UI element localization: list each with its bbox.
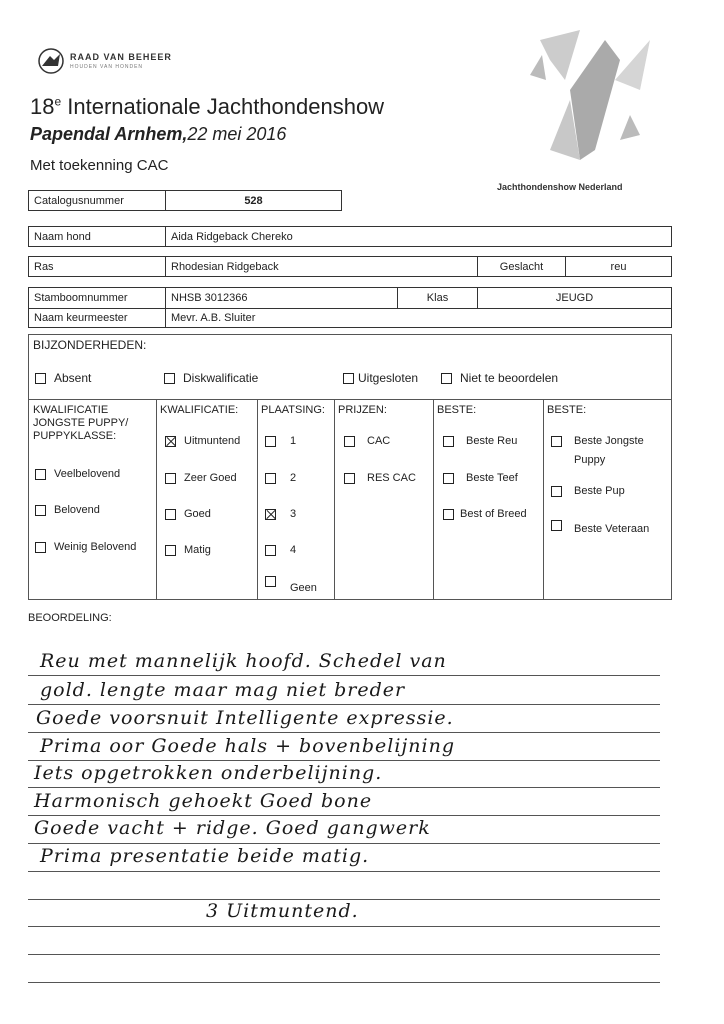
raad-van-beheer-logo bbox=[36, 46, 66, 76]
beoordeling-line-1: Reu met mannelijk hoofd. Schedel van bbox=[40, 650, 447, 672]
catalogus-row bbox=[28, 190, 342, 211]
checkbox-res-cac[interactable] bbox=[344, 473, 355, 484]
stamboom-label: Stamboomnummer bbox=[34, 292, 128, 304]
beoordeling-line-4: Prima oor Goede hals + bovenbelijning bbox=[40, 735, 456, 757]
checkbox-uitmuntend-checked[interactable] bbox=[165, 436, 176, 447]
ruled-line bbox=[28, 815, 660, 816]
keurmeester-label: Naam keurmeester bbox=[34, 311, 128, 324]
option-beste-veteraan[interactable]: Beste Veteraan bbox=[551, 519, 649, 531]
checkbox-absent[interactable] bbox=[35, 373, 46, 384]
checkbox-belovend[interactable] bbox=[35, 505, 46, 516]
prijzen-column-head: PRIJZEN: bbox=[338, 404, 387, 416]
bijzonderheden-block bbox=[28, 334, 672, 600]
ruled-line bbox=[28, 926, 660, 927]
checkbox-plaats-3-checked[interactable] bbox=[265, 509, 276, 520]
show-name: Jachthondenshow Nederland bbox=[497, 182, 623, 192]
checkbox-goed[interactable] bbox=[165, 509, 176, 520]
option-niet-te-beoordelen[interactable]: Niet te beoordelen bbox=[441, 371, 558, 385]
klas-label: Klas bbox=[397, 288, 477, 308]
naam-hond-value: Aida Ridgeback Chereko bbox=[165, 227, 671, 246]
kwalificatie-column-head: KWALIFICATIE: bbox=[160, 404, 239, 416]
checkbox-beste-jongste-puppy[interactable] bbox=[551, 436, 562, 447]
ruled-line bbox=[28, 954, 660, 955]
option-beste-jongste-puppy[interactable]: Beste Jongste bbox=[551, 435, 644, 447]
checkbox-veelbelovend[interactable] bbox=[35, 469, 46, 480]
show-logo bbox=[510, 20, 660, 180]
option-best-of-breed[interactable]: Best of Breed bbox=[443, 508, 527, 520]
ras-value: Rhodesian Ridgeback bbox=[165, 257, 477, 276]
option-plaats-3[interactable]: 3 bbox=[265, 508, 296, 520]
option-absent[interactable]: Absent bbox=[35, 371, 91, 385]
checkbox-diskwalificatie[interactable] bbox=[164, 373, 175, 384]
plaatsing-column-head: PLAATSING: bbox=[261, 404, 325, 416]
cac-line: Met toekenning CAC bbox=[30, 157, 169, 174]
beste-column-head-1: BESTE: bbox=[437, 404, 477, 416]
checkbox-uitgesloten[interactable] bbox=[343, 373, 354, 384]
option-belovend[interactable]: Belovend bbox=[35, 504, 100, 516]
ruled-line bbox=[28, 843, 660, 844]
checkbox-beste-veteraan[interactable] bbox=[551, 520, 562, 531]
puppy-column-head: KWALIFICATIE JONGSTE PUPPY/ PUPPYKLASSE: bbox=[33, 404, 129, 442]
ras-label: Ras bbox=[34, 260, 54, 273]
ruled-line bbox=[28, 704, 660, 705]
beoordeling-line-7: Goede vacht + ridge. Goed gangwerk bbox=[34, 817, 431, 839]
beste-jongste-puppy-line2: Puppy bbox=[574, 454, 606, 466]
keurmeester-value: Mevr. A.B. Sluiter bbox=[165, 308, 397, 327]
ruled-line bbox=[28, 760, 660, 761]
checkbox-beste-teef[interactable] bbox=[443, 473, 454, 484]
beoordeling-line-6: Harmonisch gehoekt Goed bone bbox=[34, 790, 373, 812]
option-zeer-goed[interactable]: Zeer Goed bbox=[165, 472, 237, 484]
checkbox-plaats-2[interactable] bbox=[265, 473, 276, 484]
org-sub: HOUDEN VAN HONDEN bbox=[70, 64, 144, 70]
checkbox-beste-reu[interactable] bbox=[443, 436, 454, 447]
option-uitgesloten[interactable]: Uitgesloten bbox=[343, 371, 418, 385]
venue-date: Papendal Arnhem,22 mei 2016 bbox=[30, 124, 287, 144]
ruled-line bbox=[28, 982, 660, 983]
ruled-line bbox=[28, 871, 660, 872]
beoordeling-line-3: Goede voorsnuit Intelligente expressie. bbox=[36, 707, 454, 729]
option-plaats-geen[interactable]: Geen bbox=[265, 575, 317, 587]
checkbox-zeer-goed[interactable] bbox=[165, 473, 176, 484]
beoordeling-line-5: Iets opgetrokken onderbelijning. bbox=[34, 762, 383, 784]
option-cac[interactable]: CAC bbox=[344, 435, 390, 447]
ruled-line bbox=[28, 787, 660, 788]
option-veelbelovend[interactable]: Veelbelovend bbox=[35, 468, 120, 480]
geslacht-value: reu bbox=[565, 257, 671, 276]
option-beste-pup[interactable]: Beste Pup bbox=[551, 485, 625, 497]
page-title: 18e Internationale Jachthondenshow bbox=[30, 94, 385, 119]
bijzonderheden-title: BIJZONDERHEDEN: bbox=[33, 338, 147, 352]
naam-hond-row bbox=[28, 226, 672, 247]
option-weinig-belovend[interactable]: Weinig Belovend bbox=[35, 541, 136, 553]
ruled-line bbox=[28, 675, 660, 676]
checkbox-beste-pup[interactable] bbox=[551, 486, 562, 497]
option-plaats-4[interactable]: 4 bbox=[265, 544, 296, 556]
stamboom-block bbox=[28, 287, 672, 328]
option-goed[interactable]: Goed bbox=[165, 508, 211, 520]
checkbox-best-of-breed[interactable] bbox=[443, 509, 454, 520]
option-res-cac[interactable]: RES CAC bbox=[344, 472, 416, 484]
ruled-line bbox=[28, 732, 660, 733]
naam-hond-label: Naam hond bbox=[34, 230, 91, 243]
geslacht-label: Geslacht bbox=[477, 257, 565, 276]
checkbox-weinig-belovend[interactable] bbox=[35, 542, 46, 553]
checkbox-plaats-1[interactable] bbox=[265, 436, 276, 447]
checkbox-plaats-geen[interactable] bbox=[265, 576, 276, 587]
beoordeling-line-10: 3 Uitmuntend. bbox=[206, 900, 359, 922]
catalogus-value: 528 bbox=[165, 191, 341, 210]
org-name: RAAD VAN BEHEER bbox=[70, 52, 172, 62]
beoordeling-line-2: gold. lengte maar mag niet breder bbox=[40, 679, 406, 701]
beste-column-head-2: BESTE: bbox=[547, 404, 587, 416]
option-beste-teef[interactable]: Beste Teef bbox=[443, 472, 518, 484]
checkbox-plaats-4[interactable] bbox=[265, 545, 276, 556]
stamboom-value: NHSB 3012366 bbox=[165, 288, 397, 308]
beoordeling-title: BEOORDELING: bbox=[28, 612, 112, 624]
catalogus-label: Catalogusnummer bbox=[34, 194, 124, 207]
beoordeling-line-8: Prima presentatie beide matig. bbox=[40, 845, 370, 867]
ras-row bbox=[28, 256, 672, 277]
option-diskwalificatie[interactable]: Diskwalificatie bbox=[164, 371, 258, 385]
option-beste-reu[interactable]: Beste Reu bbox=[443, 435, 517, 447]
checkbox-cac[interactable] bbox=[344, 436, 355, 447]
option-matig[interactable]: Matig bbox=[165, 544, 211, 556]
klas-value: JEUGD bbox=[477, 288, 671, 308]
option-plaats-2[interactable]: 2 bbox=[265, 472, 296, 484]
option-uitmuntend[interactable]: Uitmuntend bbox=[165, 435, 240, 447]
option-plaats-1[interactable]: 1 bbox=[265, 435, 296, 447]
checkbox-matig[interactable] bbox=[165, 545, 176, 556]
checkbox-niet-te-beoordelen[interactable] bbox=[441, 373, 452, 384]
